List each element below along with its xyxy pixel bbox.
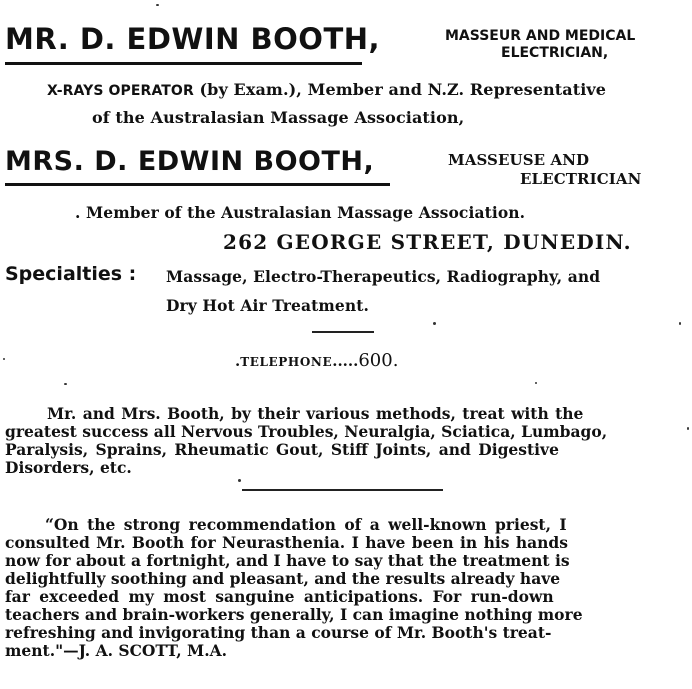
testimonial-line: far exceeded my most sanguine anticipations. For run-down bbox=[5, 587, 554, 606]
print-speck bbox=[238, 479, 241, 482]
mr-name-heading: MR. D. EDWIN BOOTH, bbox=[5, 22, 381, 56]
mr-credentials-line2: of the Australasian Massage Association, bbox=[92, 108, 465, 127]
print-speck bbox=[156, 4, 159, 6]
telephone-number: 600. bbox=[358, 350, 399, 371]
print-speck bbox=[687, 427, 689, 430]
print-speck bbox=[3, 358, 5, 360]
telephone-dots: ..... bbox=[332, 352, 359, 370]
mr-role-line1: MASSEUR AND MEDICAL bbox=[445, 28, 636, 44]
print-speck bbox=[535, 382, 537, 384]
testimonial-paragraph bbox=[5, 516, 583, 660]
divider-long bbox=[242, 489, 443, 491]
telephone-line: .TELEPHONE.....600. bbox=[235, 350, 399, 371]
print-speck bbox=[679, 322, 681, 325]
xray-operator-label: X-RAYS OPERATOR bbox=[47, 83, 194, 99]
mr-name-underline bbox=[5, 62, 362, 65]
testimonial-line: refreshing and invigorating than a course of Mr. Booth's treat- bbox=[5, 623, 552, 642]
testimonial-line: consulted Mr. Booth for Neurasthenia. I have been in his hands bbox=[5, 533, 568, 552]
description-paragraph bbox=[5, 405, 607, 477]
print-speck bbox=[433, 322, 436, 325]
testimonial-line: ment."—J. A. SCOTT, M.A. bbox=[5, 641, 228, 660]
description-line: greatest success all Nervous Troubles, Neuralgia, Sciatica, Lumbago, bbox=[5, 422, 608, 441]
description-line: Mr. and Mrs. Booth, by their various methods, treat with the bbox=[47, 404, 584, 423]
divider-short bbox=[312, 331, 374, 333]
testimonial-line: delightfully soothing and pleasant, and the results already have bbox=[5, 569, 561, 588]
description-line: Disorders, etc. bbox=[5, 458, 132, 477]
mr-role bbox=[445, 28, 692, 62]
mrs-name-underline bbox=[5, 183, 390, 186]
specialties-line2: Dry Hot Air Treatment. bbox=[166, 296, 369, 315]
description-line: Paralysis, Sprains, Rheumatic Gout, Stiff Joints, and Digestive bbox=[5, 440, 559, 459]
mrs-member-line: . Member of the Australasian Massage Association. bbox=[75, 203, 526, 222]
specialties-line1: Massage, Electro-Therapeutics, Radiography, and bbox=[166, 267, 601, 286]
testimonial-line: teachers and brain-workers generally, I can imagine nothing more bbox=[5, 605, 583, 624]
mrs-name-heading: MRS. D. EDWIN BOOTH, bbox=[5, 146, 375, 177]
testimonial-line: “On the strong recommendation of a well-known priest, I bbox=[45, 515, 567, 534]
mrs-role-line2: ELECTRICIAN bbox=[520, 170, 642, 188]
mrs-role-line1: MASSEUSE AND bbox=[448, 151, 590, 169]
address-line: 262 GEORGE STREET, DUNEDIN. bbox=[223, 230, 632, 254]
mr-role-line2: ELECTRICIAN, bbox=[501, 45, 609, 61]
specialties-label: Specialties : bbox=[5, 263, 137, 285]
testimonial-line: now for about a fortnight, and I have to say that the treatment is bbox=[5, 551, 570, 570]
mr-credentials-rest: (by Exam.), Member and N.Z. Representative bbox=[193, 80, 607, 99]
telephone-label: TELEPHONE bbox=[240, 355, 333, 369]
print-speck bbox=[64, 383, 67, 385]
mr-credentials-line1 bbox=[47, 80, 606, 99]
